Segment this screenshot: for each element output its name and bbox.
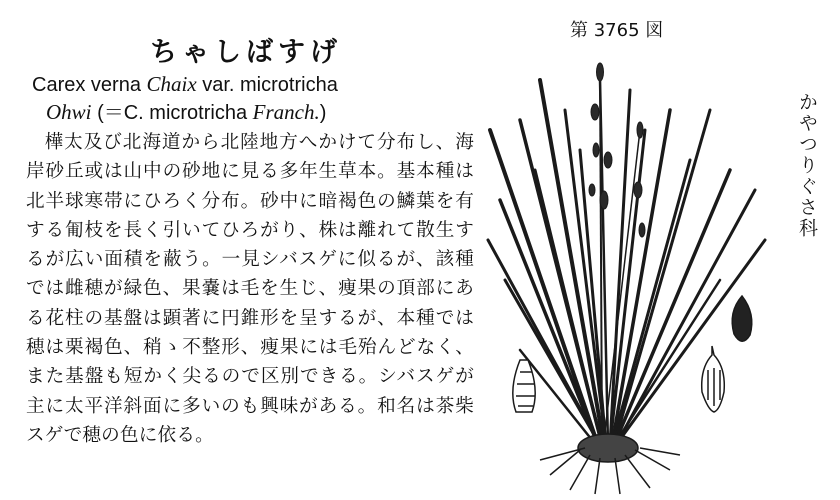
scientific-name-line-1	[32, 72, 338, 97]
sci-genus-species: Carex verna	[32, 74, 147, 96]
scientific-name-line-2	[46, 96, 326, 125]
plant-family: かやつりぐさ科	[796, 92, 818, 239]
detail-nutlet	[732, 296, 752, 341]
detail-perigynium	[513, 360, 535, 412]
sci-author: Chaix	[146, 72, 197, 96]
sci-synonym-close: )	[319, 102, 327, 124]
japanese-plant-name: ちゃしばすげ	[150, 37, 342, 68]
root-mass	[540, 434, 680, 494]
description-paragraph: 樺太及び北海道から北陸地方へかけて分布し、海岸砂丘或は山中の砂地に見る多年生草本。基本種は北半球寒帯にひろく分布。砂中に暗褐色の鱗葉を有する匍枝を長く引いてひろがり、株は離れて散生するが広い面積を蔽う。一見シバスゲに似るが、該種では雌穂が緑色、果嚢は毛を生じ、痩果の頂部にある花柱の基盤は顕著に円錐形を呈するが、本種では穂は栗褐色、稍ゝ不整形、痩果には毛殆んどなく、また基盤も短かく尖るので区別できる。シバスゲが主に太平洋斜面に多いのも興味がある。和名は茶柴スゲで穂の色に依る。	[26, 132, 474, 446]
sci-variety-author: Ohwi	[46, 100, 92, 124]
detail-achene	[702, 346, 725, 412]
sci-synonym-author: Franch.	[252, 100, 320, 124]
sci-variety: var. microtricha	[196, 74, 338, 96]
sci-synonym: (＝C. microtricha	[91, 102, 253, 124]
plant-illustration	[480, 50, 780, 495]
figure-number: 第 3765 図	[570, 20, 664, 41]
